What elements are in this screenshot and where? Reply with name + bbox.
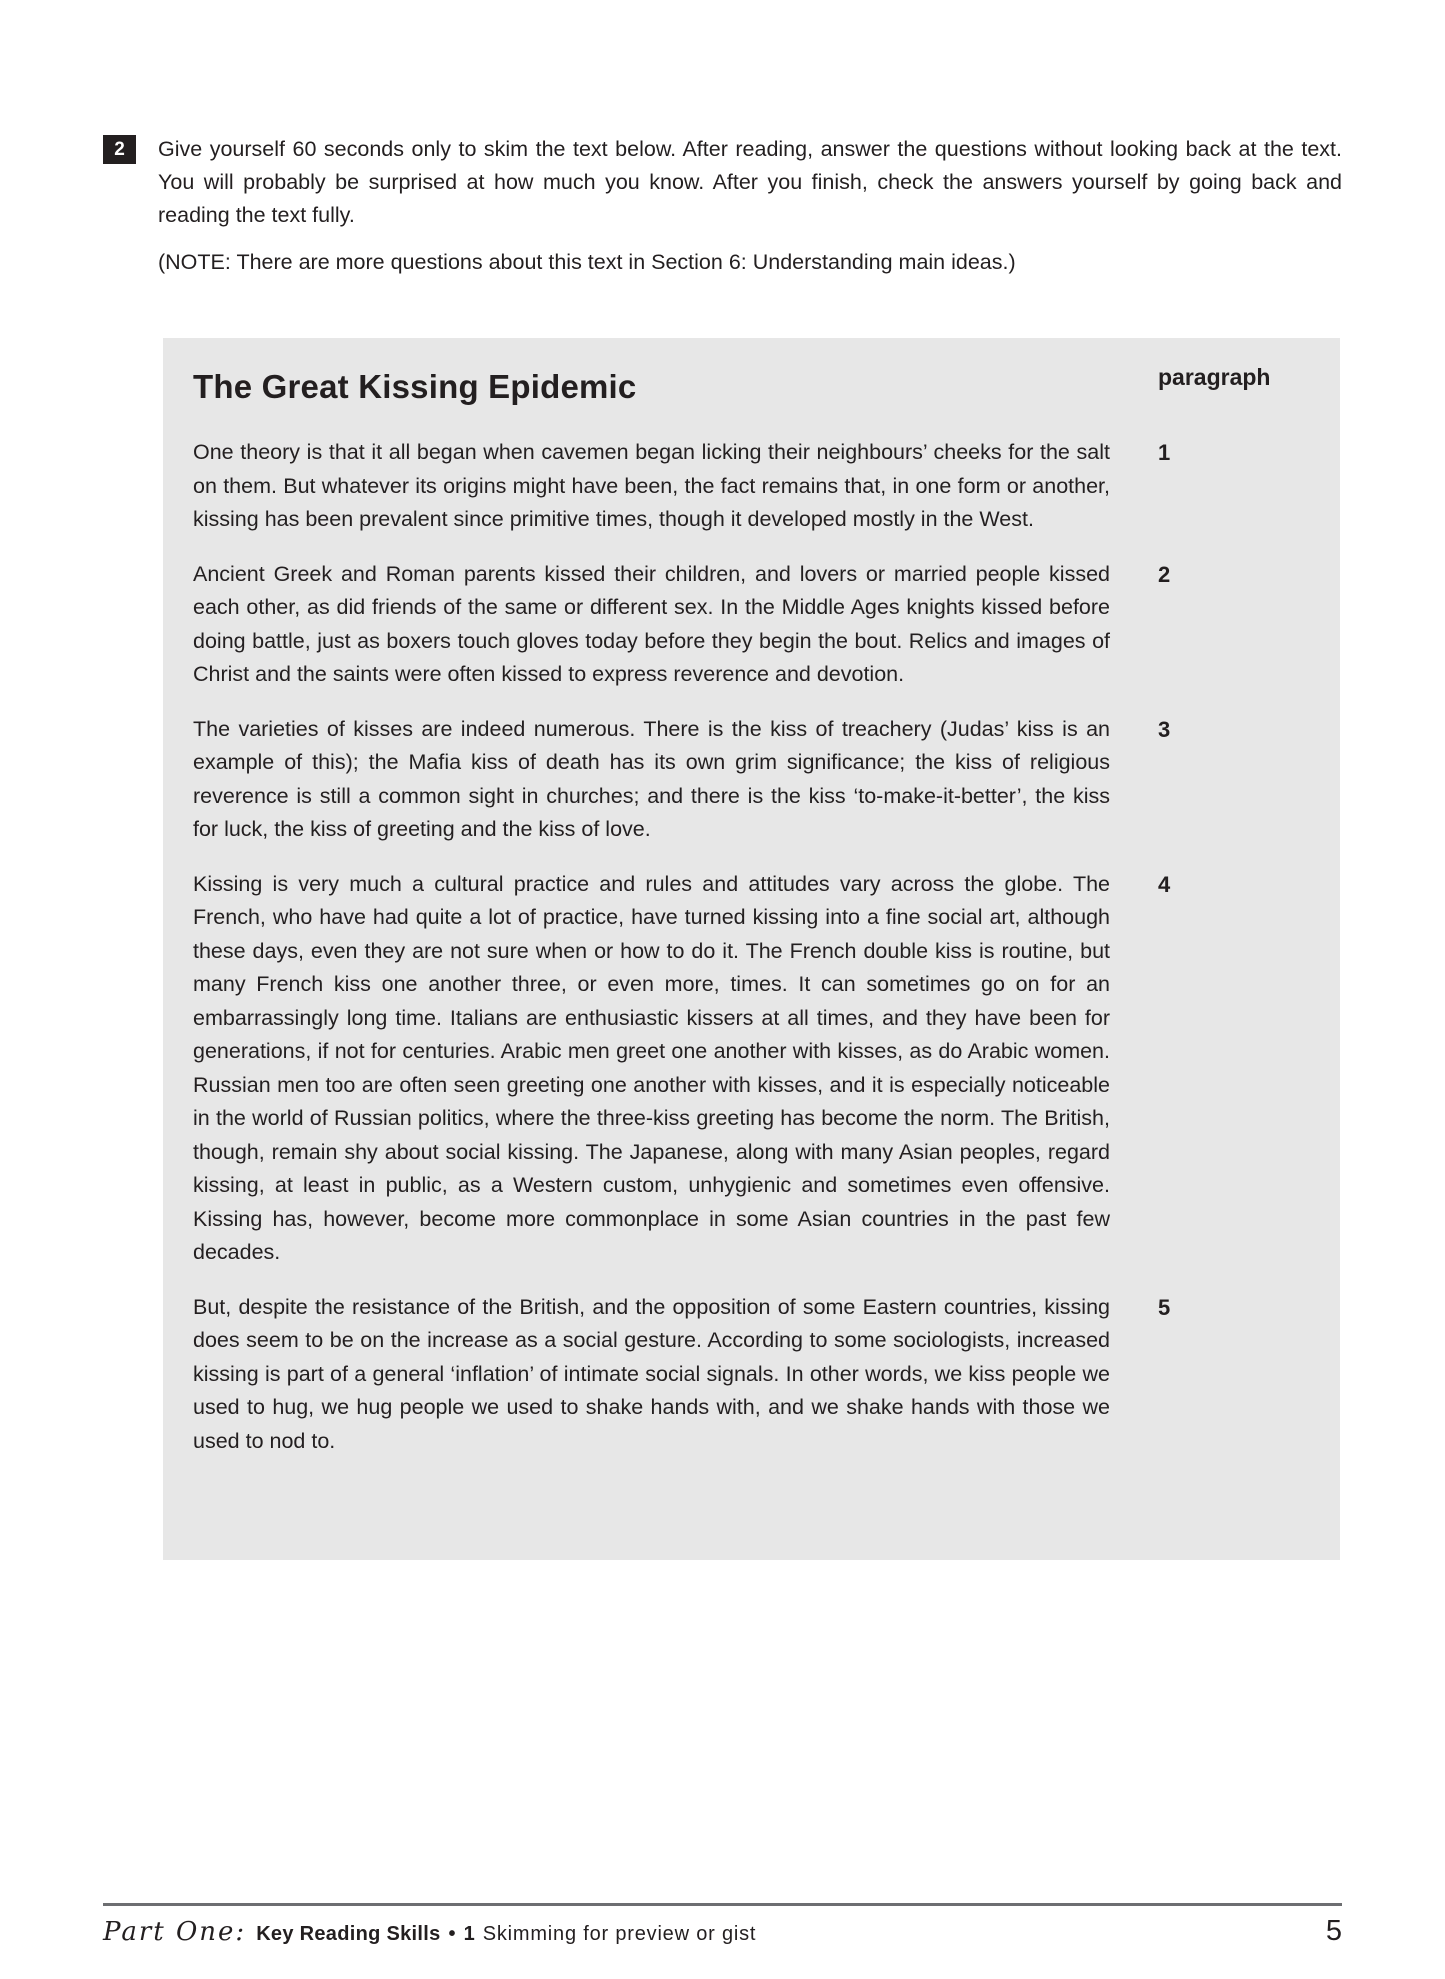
- paragraph-number: 3: [1158, 716, 1171, 742]
- exercise-number-badge: 2: [103, 135, 136, 164]
- exercise-block: [103, 133, 1342, 279]
- paragraph-number: 5: [1158, 1294, 1171, 1320]
- reading-passage-box: [163, 338, 1340, 1560]
- paragraph-text: But, despite the resistance of the British, and the opposition of some Eastern countries, kissing does seem to be on the increase as a social gesture. According to some sociologists, increased kissing is part of a general ‘inflation’ of intimate social signals. In other words, we kiss people we used to hug, we hug people we used to shake hands with, and we shake hands with those we used to nod to.: [193, 1294, 1110, 1453]
- paragraph-text: One theory is that it all began when cavemen began licking their neighbours’ cheeks for the salt on them. But whatever its origins might have been, the fact remains that, in one form or another, kissing has been prevalent since primitive times, though it developed mostly in the West.: [193, 440, 1110, 531]
- passage-title: The Great Kissing Epidemic: [193, 368, 637, 405]
- exercise-instructions: Give yourself 60 seconds only to skim the text below. After reading, answer the questions without looking back at the text. You will probably be surprised at how much you know. After you finish, check the answers yourself by going back and reading the text fully.: [158, 137, 1342, 227]
- footer-chapter-number: 1: [463, 1923, 475, 1945]
- paragraph-row: [193, 868, 1340, 1270]
- footer-section-title: Key Reading Skills: [256, 1923, 441, 1945]
- paragraph-row: [193, 436, 1340, 537]
- page-number: 5: [1325, 1915, 1342, 1947]
- footer-breadcrumb: [103, 1917, 1326, 1947]
- footer-bullet-separator: •: [448, 1923, 456, 1945]
- page-footer: [103, 1903, 1342, 1948]
- paragraph-row: [193, 713, 1340, 847]
- footer-chapter-title: Skimming for preview or gist: [482, 1923, 757, 1945]
- exercise-text: [158, 133, 1342, 279]
- footer-part-label: Part One:: [103, 1917, 247, 1947]
- paragraph-column-header: paragraph: [1158, 364, 1271, 390]
- paragraph-number: 1: [1158, 440, 1171, 465]
- paragraph-row: [193, 1291, 1340, 1459]
- paragraph-number: 4: [1158, 871, 1171, 897]
- exercise-note: (NOTE: There are more questions about this text in Section 6: Understanding main ideas.): [158, 250, 1016, 274]
- paragraph-text: Kissing is very much a cultural practice and rules and attitudes vary across the globe. The French, who have had quite a lot of practice, have turned kissing into a fine social art, although these days, even they are not sure when or how to do it. The French double kiss is routine, but many French kiss one another three, or even more, times. It can sometimes go on for an embarrassingly long time. Italians are enthusiastic kissers at all times, and they have been for generations, if not for centuries. Arabic men greet one another with kisses, as do Arabic women. Russian men too are often seen greeting one another with kisses, and it is especially noticeable in the world of Russian politics, where the three-kiss greeting has become the norm. The British, though, remain shy about social kissing. The Japanese, along with many Asian peoples, regard kissing, at least in public, as a Western custom, unhygienic and sometimes even offensive. Kissing has, however, become more commonplace in some Asian countries in the past few decades.: [193, 871, 1110, 1264]
- paragraph-number: 2: [1158, 561, 1171, 587]
- paragraph-row: [193, 558, 1340, 692]
- paragraph-list: [193, 436, 1340, 1458]
- paragraph-text: Ancient Greek and Roman parents kissed their children, and lovers or married people kissed each other, as did friends of the same or different sex. In the Middle Ages knights kissed before doing battle, just as boxers touch gloves today before they begin the bout. Relics and images of Christ and the saints were often kissed to express reverence and devotion.: [193, 561, 1110, 686]
- passage-header: [193, 362, 1340, 406]
- paragraph-text: The varieties of kisses are indeed numerous. There is the kiss of treachery (Judas’ kiss is an example of this); the Mafia kiss of death has its own grim significance; the kiss of religious reverence is still a common sight in churches; and there is the kiss ‘to-make-it-better’, the kiss for luck, the kiss of greeting and the kiss of love.: [193, 716, 1110, 841]
